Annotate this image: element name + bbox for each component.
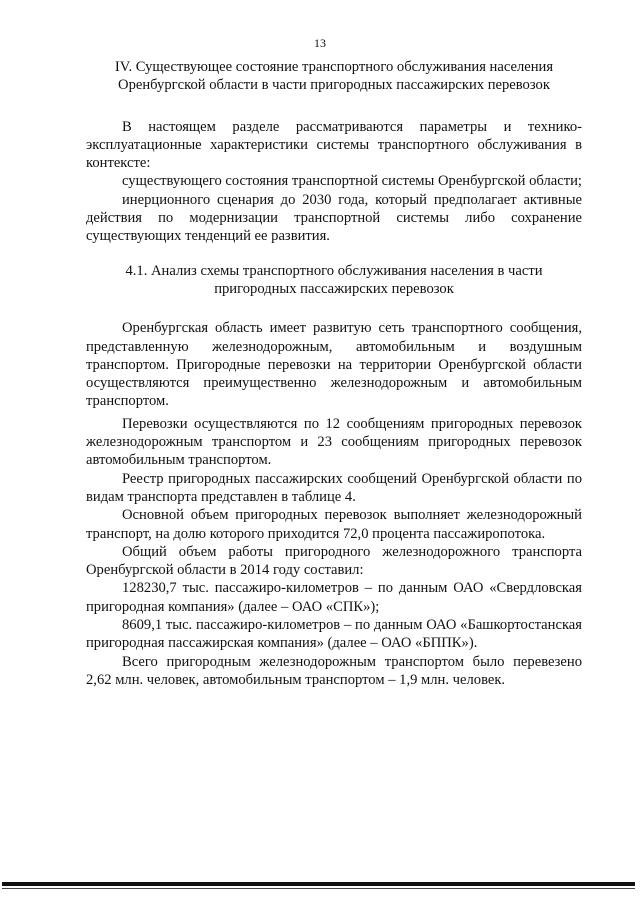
intro-paragraph: инерционного сценария до 2030 года, который предполагает активные действия по модернизации транспортной системы либо сохранение существующих тенденций ее развития.: [86, 191, 582, 245]
body-paragraph: Всего пригородным железнодорожным транспортом было перевезено 2,62 млн. человек, автомобильным транспортом – 1,9 млн. человек.: [86, 653, 582, 688]
body-paragraph: 8609,1 тыс. пассажиро-километров – по данным ОАО «Башкортостанская пригородная пассажирская компания» (далее – ОАО «БППК»).: [86, 617, 582, 652]
document-body: [86, 58, 582, 689]
subsection-heading: 4.1. Анализ схемы транспортного обслуживания населения в части пригородных пассажирских перевозок: [125, 262, 543, 297]
body-paragraph: 128230,7 тыс. пассажиро-километров – по данным ОАО «Свердловская пригородная компания» (далее – ОАО «СПК»);: [86, 580, 582, 615]
body-paragraph: Общий объем работы пригородного железнодорожного транспорта Оренбургской области в 2014 году составил:: [86, 543, 582, 579]
bottom-rule-thin: [2, 888, 635, 889]
body-paragraph: Реестр пригородных пассажирских сообщений Оренбургской области по видам транспорта представлен в таблице 4.: [86, 470, 582, 505]
bottom-rule: [2, 882, 635, 886]
body-paragraph: Оренбургская область имеет развитую сеть транспортного сообщения, представленную железнодорожным, автомобильным и воздушным транспортом. Пригородные перевозки на территории Оренбургской области осуществляются преимущественно железнодорожным и автомобильным транспортом.: [86, 320, 582, 410]
section-heading: IV. Существующее состояние транспортного обслуживания населения Оренбургской области в части пригородных пассажирских перевозок: [114, 59, 554, 94]
body-paragraph: Перевозки осуществляются по 12 сообщениям пригородных перевозок железнодорожным транспортом и 23 сообщениям пригородных перевозок автомобильным транспортом.: [86, 415, 582, 469]
intro-paragraph: существующего состояния транспортной системы Оренбургской области;: [122, 173, 582, 190]
body-paragraph: Основной объем пригородных перевозок выполняет железнодорожный транспорт, на долю которого приходится 72,0 процента пассажиропотока.: [86, 507, 582, 542]
page-number: 13: [314, 36, 326, 50]
intro-paragraph: В настоящем разделе рассматриваются параметры и технико-эксплуатационные характеристики системы транспортного обслуживания в контексте:: [86, 118, 582, 172]
